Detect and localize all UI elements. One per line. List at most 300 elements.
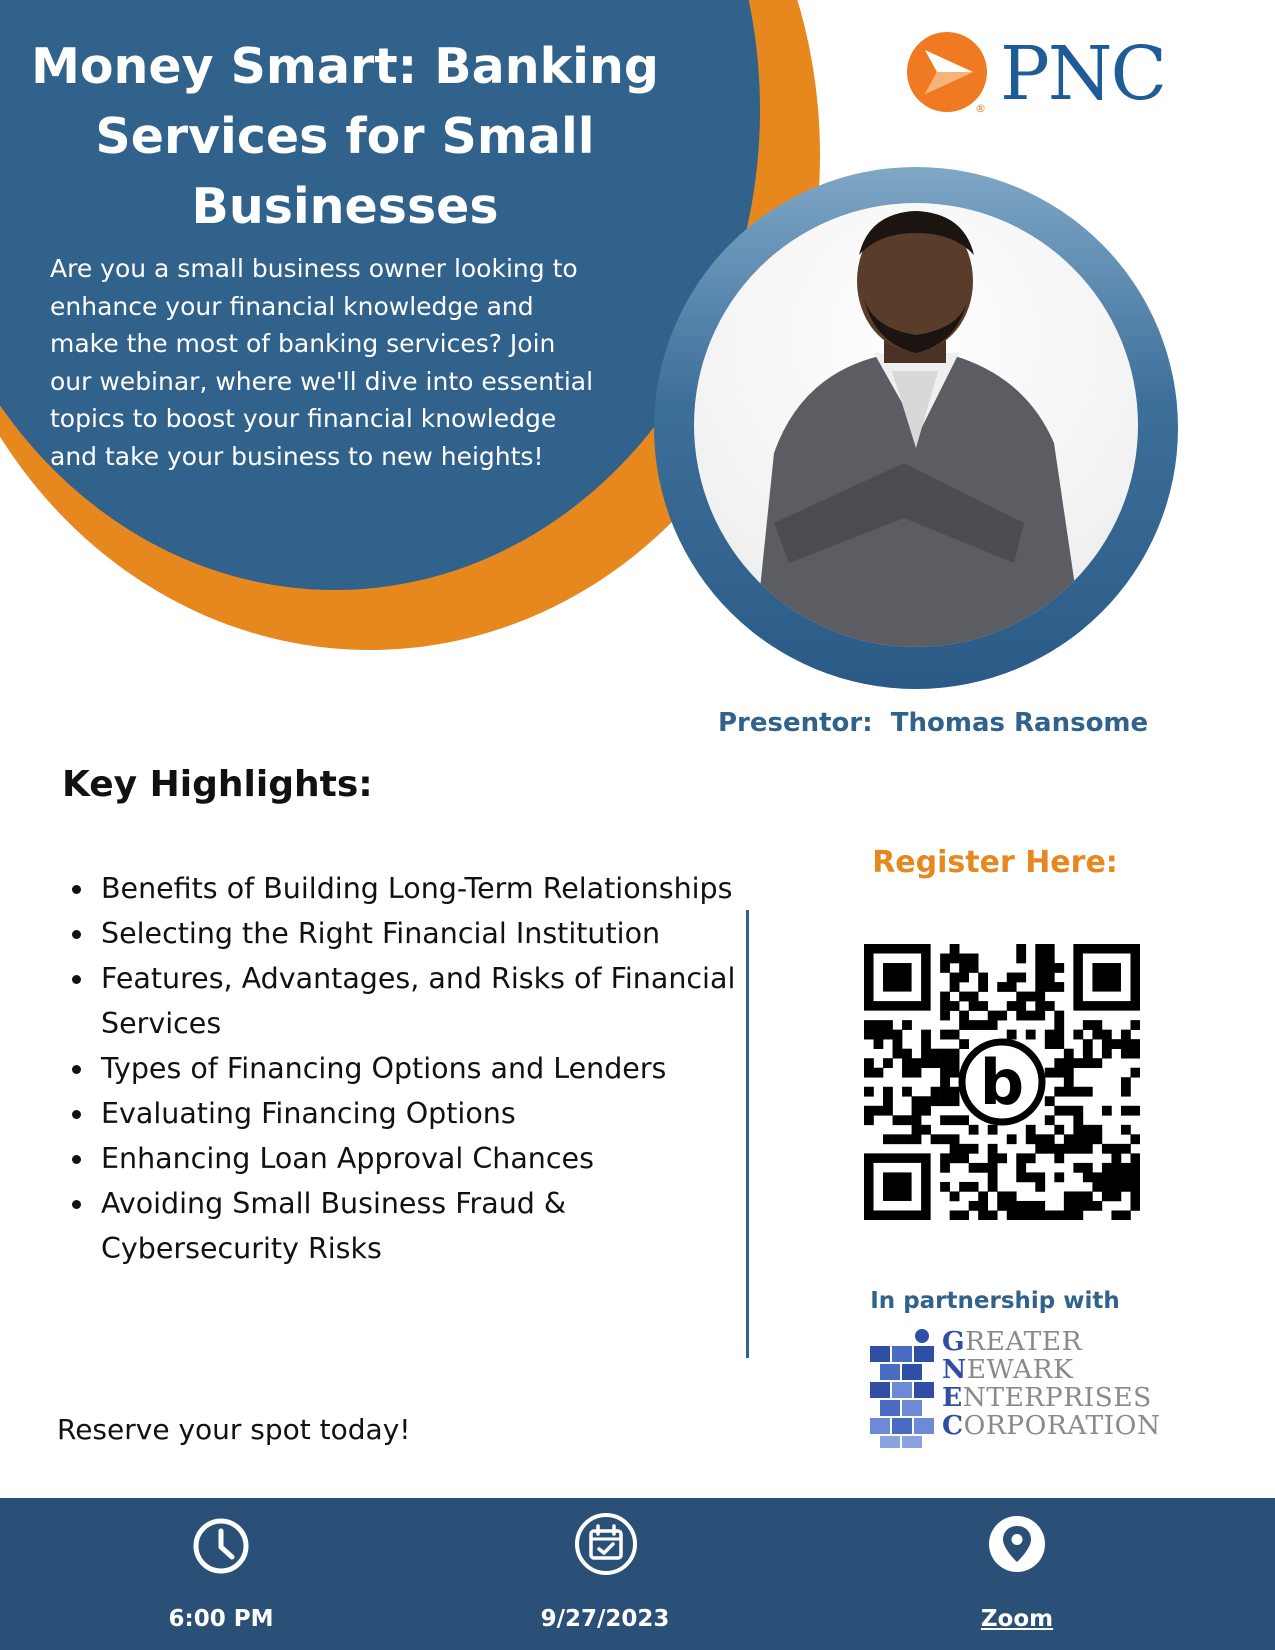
- qr-module: [1102, 1030, 1112, 1040]
- qr-module: [1045, 944, 1055, 954]
- qr-module: [1111, 1191, 1121, 1201]
- qr-module: [950, 982, 960, 992]
- list-item: Types of Financing Options and Lenders: [68, 1046, 748, 1091]
- qr-module: [1026, 1125, 1036, 1135]
- qr-module: [874, 1030, 884, 1040]
- qr-module: [1064, 1087, 1074, 1097]
- qr-module: [1035, 973, 1045, 983]
- list-item: Benefits of Building Long-Term Relationships: [68, 866, 748, 911]
- qr-module: [1016, 992, 1026, 1002]
- qr-module: [1054, 1011, 1064, 1021]
- qr-module: [969, 1182, 979, 1192]
- intro-paragraph: [50, 250, 670, 475]
- qr-module: [1064, 1210, 1074, 1220]
- qr-module: [1026, 1210, 1036, 1220]
- qr-module: [1083, 1125, 1093, 1135]
- qr-module: [1054, 1058, 1064, 1068]
- qr-module: [1092, 963, 1121, 992]
- qr-module: [1026, 1011, 1036, 1021]
- qr-module: [1007, 982, 1017, 992]
- qr-module: [969, 1020, 979, 1030]
- intro-line: Are you a small business owner looking to: [50, 254, 578, 283]
- qr-module: [1054, 1068, 1064, 1078]
- qr-module: [883, 1134, 893, 1144]
- qr-module: [902, 1020, 912, 1030]
- time-block: [91, 1498, 351, 1650]
- qr-module: [1102, 1182, 1112, 1192]
- qr-module: [978, 1163, 988, 1173]
- qr-module: [1045, 1039, 1055, 1049]
- qr-module: [1102, 1106, 1112, 1116]
- qr-module: [950, 954, 960, 964]
- qr-module: [1083, 1134, 1093, 1144]
- qr-module: [921, 1058, 931, 1068]
- qr-module: [874, 1106, 884, 1116]
- qr-module: [893, 1030, 903, 1040]
- qr-module: [988, 1182, 998, 1192]
- qr-module: [1130, 1153, 1140, 1163]
- qr-module: [1054, 1144, 1064, 1154]
- qr-module: [940, 1096, 950, 1106]
- event-date: 9/27/2023: [540, 1606, 670, 1632]
- intro-line: enhance your financial knowledge and: [50, 291, 534, 321]
- registered-mark: ®: [975, 102, 986, 115]
- partnership-label: In partnership with: [870, 1288, 1120, 1314]
- qr-module: [959, 1182, 969, 1192]
- qr-module: [1035, 1134, 1045, 1144]
- qr-module: [1035, 992, 1045, 1002]
- qr-module: [969, 1144, 979, 1154]
- qr-module: [940, 1077, 950, 1087]
- qr-module: [950, 1210, 960, 1220]
- qr-module: [1092, 1058, 1102, 1068]
- qr-module: [1016, 944, 1026, 954]
- qr-module: [1054, 1020, 1064, 1030]
- qr-module: [969, 1163, 979, 1173]
- qr-module: [921, 1049, 931, 1059]
- gnec-word: NTERPRISES: [962, 1382, 1152, 1413]
- qr-module: [988, 1144, 998, 1154]
- qr-module: [902, 1068, 912, 1078]
- qr-module: [1130, 1106, 1140, 1116]
- qr-module: [1064, 1049, 1074, 1059]
- qr-module: [1130, 1172, 1140, 1182]
- qr-module: [950, 1096, 960, 1106]
- qr-module: [978, 982, 988, 992]
- registration-qr-code[interactable]: [864, 944, 1140, 1220]
- intro-line: our webinar, where we'll dive into essential: [50, 366, 594, 396]
- qr-module: [1073, 1125, 1083, 1135]
- list-item: Avoiding Small Business Fraud & Cybersecurity Risks: [68, 1181, 748, 1271]
- qr-module: [978, 1020, 988, 1030]
- qr-module: [912, 1106, 922, 1116]
- qr-module: [959, 973, 969, 983]
- qr-module: [997, 1153, 1007, 1163]
- qr-module: [1035, 1172, 1045, 1182]
- qr-module: [1035, 1144, 1045, 1154]
- qr-module: [969, 1125, 979, 1135]
- qr-module: [1007, 1201, 1017, 1211]
- qr-module: [1054, 1106, 1064, 1116]
- gnec-word: EWARK: [966, 1354, 1074, 1385]
- qr-module: [1121, 1049, 1131, 1059]
- qr-module: [1045, 1134, 1055, 1144]
- vertical-divider: [746, 910, 749, 1358]
- qr-module: [1007, 1210, 1017, 1220]
- qr-module: [1083, 1020, 1093, 1030]
- qr-module: [864, 1106, 874, 1116]
- qr-module: [1035, 1210, 1045, 1220]
- qr-module: [1092, 1172, 1102, 1182]
- qr-module: [883, 1030, 893, 1040]
- qr-module: [959, 1020, 969, 1030]
- qr-module: [921, 1039, 931, 1049]
- qr-module: [1121, 1087, 1131, 1097]
- qr-module: [893, 1039, 903, 1049]
- qr-module: [1130, 1049, 1140, 1059]
- qr-module: [902, 1049, 912, 1059]
- qr-module: [1035, 1011, 1045, 1021]
- qr-module: [1016, 1001, 1026, 1011]
- qr-module: [1130, 1191, 1140, 1201]
- qr-module: [912, 1115, 922, 1125]
- presenter-label: Presentor: Thomas Ransome: [718, 708, 1149, 738]
- qr-module: [997, 1201, 1007, 1211]
- presenter-illustration: [694, 203, 1138, 647]
- qr-module: [1026, 1134, 1036, 1144]
- list-item: Enhancing Loan Approval Chances: [68, 1136, 748, 1181]
- qr-module: [1054, 1125, 1064, 1135]
- highlights-list: [68, 866, 748, 1271]
- qr-module: [997, 1011, 1007, 1021]
- qr-module: [950, 1087, 960, 1097]
- qr-module: [883, 1106, 893, 1116]
- qr-module: [1054, 1030, 1064, 1040]
- qr-module: [1130, 1182, 1140, 1192]
- qr-module: [1064, 1077, 1074, 1087]
- qr-module: [940, 954, 950, 964]
- qr-module: [1130, 1039, 1140, 1049]
- qr-module: [1073, 1144, 1083, 1154]
- qr-module: [950, 1001, 960, 1011]
- gnec-wordmark: [942, 1328, 1161, 1440]
- qr-module: [1130, 1068, 1140, 1078]
- qr-module: [893, 1134, 903, 1144]
- qr-module: [959, 1115, 969, 1125]
- qr-module: [1064, 1106, 1074, 1116]
- qr-module: [1092, 1125, 1102, 1135]
- qr-module: [978, 1201, 988, 1211]
- qr-module: [1045, 1001, 1055, 1011]
- qr-module: [864, 1115, 874, 1125]
- qr-module: [950, 973, 960, 983]
- qr-module: [1083, 1172, 1093, 1182]
- qr-module: [940, 992, 950, 1002]
- qr-module: [1102, 1144, 1112, 1154]
- qr-module: [978, 1191, 988, 1201]
- qr-module: [1064, 1191, 1074, 1201]
- qr-module: [950, 1144, 960, 1154]
- qr-module: [959, 992, 969, 1002]
- qr-module: [950, 1191, 960, 1201]
- qr-module: [1083, 1039, 1093, 1049]
- qr-module: [874, 1039, 884, 1049]
- qr-module: [1016, 954, 1026, 964]
- qr-module: [950, 1030, 960, 1040]
- qr-module: [940, 1115, 950, 1125]
- qr-module: [1083, 1144, 1093, 1154]
- qr-module: [1073, 1201, 1083, 1211]
- qr-module: [959, 963, 969, 973]
- qr-module: [912, 1125, 922, 1135]
- qr-module: [988, 1172, 998, 1182]
- qr-module: [1121, 1163, 1131, 1173]
- event-time: 6:00 PM: [168, 1606, 274, 1632]
- gnec-initial: G: [942, 1326, 966, 1357]
- qr-module: [864, 1068, 874, 1078]
- qr-module: [1092, 1134, 1102, 1144]
- qr-module: [1121, 1125, 1131, 1135]
- pnc-wordmark: PNC: [1000, 31, 1166, 117]
- qr-module: [940, 1011, 950, 1021]
- qr-module: [1111, 1153, 1121, 1163]
- list-item: Selecting the Right Financial Institution: [68, 911, 748, 956]
- qr-module: [1130, 1201, 1140, 1211]
- qr-module: [1073, 1134, 1083, 1144]
- qr-module: [1083, 1058, 1093, 1068]
- qr-module: [997, 982, 1007, 992]
- qr-module: [1111, 1172, 1121, 1182]
- qr-module: [1035, 963, 1045, 973]
- qr-module: [912, 1058, 922, 1068]
- qr-module: [1102, 1049, 1112, 1059]
- qr-module: [1035, 944, 1045, 954]
- qr-module: [1083, 1087, 1093, 1097]
- qr-module: [969, 963, 979, 973]
- qr-module: [1035, 1182, 1045, 1192]
- qr-module: [1064, 1201, 1074, 1211]
- qr-module: [893, 1049, 903, 1059]
- qr-module: [1064, 1068, 1074, 1078]
- list-item: Features, Advantages, and Risks of Financial Services: [68, 956, 748, 1046]
- reserve-cta: Reserve your spot today!: [57, 1413, 411, 1446]
- qr-module: [940, 963, 950, 973]
- qr-module: [978, 1210, 988, 1220]
- qr-module: [940, 1163, 950, 1173]
- qr-module: [864, 1030, 874, 1040]
- qr-module: [950, 1068, 960, 1078]
- qr-module: [1111, 1039, 1121, 1049]
- qr-module: [912, 1134, 922, 1144]
- qr-module: [912, 1068, 922, 1078]
- qr-module: [1035, 954, 1045, 964]
- qr-module: [931, 1096, 941, 1106]
- qr-module: [1130, 1020, 1140, 1030]
- qr-module: [921, 1030, 931, 1040]
- qr-module: [969, 954, 979, 964]
- qr-module: [978, 973, 988, 983]
- qr-module: [988, 1125, 998, 1135]
- qr-module: [988, 1210, 998, 1220]
- gnec-word: ORPORATION: [963, 1410, 1161, 1441]
- qr-module: [1130, 1163, 1140, 1173]
- qr-module: [1121, 1172, 1131, 1182]
- qr-module: [1121, 1144, 1131, 1154]
- qr-module: [1111, 1210, 1121, 1220]
- qr-module: [1054, 1172, 1064, 1182]
- qr-module: [883, 1087, 893, 1097]
- location-link[interactable]: Zoom: [980, 1606, 1054, 1632]
- qr-module: [1092, 1182, 1102, 1192]
- qr-module: [1026, 1153, 1036, 1163]
- qr-module: [1045, 1096, 1055, 1106]
- qr-module: [1111, 1144, 1121, 1154]
- qr-module: [921, 1106, 931, 1116]
- qr-module: [1054, 1039, 1064, 1049]
- qr-module: [1045, 963, 1055, 973]
- title-line: Money Smart: Banking: [31, 38, 659, 95]
- qr-module: [1045, 1144, 1055, 1154]
- title-line: Businesses: [191, 178, 499, 235]
- qr-module: [1073, 1191, 1083, 1201]
- qr-module: [1026, 1201, 1036, 1211]
- qr-module: [1016, 1153, 1026, 1163]
- qr-module: [988, 1011, 998, 1021]
- qr-module: [1007, 1191, 1017, 1201]
- qr-module: [1054, 982, 1064, 992]
- gnec-initial: C: [942, 1410, 964, 1441]
- intro-line: and take your business to new heights!: [50, 441, 544, 471]
- map-pin-icon: [987, 1514, 1047, 1574]
- qr-module: [864, 1058, 874, 1068]
- qr-module: [1111, 1163, 1121, 1173]
- qr-module: [959, 1144, 969, 1154]
- intro-line: topics to boost your financial knowledge: [50, 404, 557, 433]
- qr-module: [1016, 1163, 1026, 1173]
- qr-module: [959, 1210, 969, 1220]
- qr-module: [1073, 1210, 1083, 1220]
- qr-module: [1026, 992, 1036, 1002]
- qr-module: [1130, 1134, 1140, 1144]
- qr-module: [1016, 1201, 1026, 1211]
- page-title: [20, 32, 670, 242]
- qr-module: [940, 1134, 950, 1144]
- qr-module: [1026, 1172, 1036, 1182]
- pnc-logo: [905, 30, 1195, 120]
- qr-module: [893, 1115, 903, 1125]
- qr-module: [883, 1096, 893, 1106]
- qr-module: [1054, 1210, 1064, 1220]
- qr-module: [1054, 1087, 1064, 1097]
- qr-module: [1073, 1106, 1083, 1116]
- qr-module: [864, 1087, 874, 1097]
- qr-module: [921, 1096, 931, 1106]
- qr-module: [940, 1087, 950, 1097]
- qr-module: [1016, 1011, 1026, 1021]
- qr-module: [1092, 1020, 1102, 1030]
- qr-module: [883, 1172, 912, 1201]
- qr-module: [950, 944, 960, 954]
- qr-module: [940, 1153, 950, 1163]
- qr-module: [1064, 1058, 1074, 1068]
- qr-module: [1064, 1144, 1074, 1154]
- event-details-footer: [0, 1498, 1275, 1650]
- qr-module: [1007, 1134, 1017, 1144]
- qr-module: [874, 1068, 884, 1078]
- gnec-initial: N: [942, 1354, 967, 1385]
- qr-module: [1045, 954, 1055, 964]
- qr-module: [1102, 1172, 1112, 1182]
- qr-module: [931, 1058, 941, 1068]
- qr-module: [969, 1201, 979, 1211]
- qr-module: [1035, 1001, 1045, 1011]
- qr-module: [959, 954, 969, 964]
- qr-module: [1016, 1210, 1026, 1220]
- qr-module: [921, 1125, 931, 1135]
- qr-module: [940, 1058, 950, 1068]
- qr-module: [978, 1001, 988, 1011]
- title-line: Services for Small: [95, 108, 595, 165]
- qr-module: [902, 1134, 912, 1144]
- qr-module: [1045, 982, 1055, 992]
- qr-module: [1121, 1039, 1131, 1049]
- calendar-check-icon: [574, 1512, 638, 1576]
- qr-module: [1102, 1191, 1112, 1201]
- clock-icon: [191, 1516, 251, 1576]
- qr-module: [1102, 1163, 1112, 1173]
- key-highlights-heading: Key Highlights:: [62, 764, 373, 805]
- qr-module: [1045, 1210, 1055, 1220]
- qr-module: [1102, 1039, 1112, 1049]
- qr-module: [959, 1039, 969, 1049]
- qr-module: [969, 992, 979, 1002]
- qr-module: [1073, 1163, 1083, 1173]
- qr-module: [959, 1153, 969, 1163]
- qr-module: [1092, 1030, 1102, 1040]
- qr-module: [1083, 1049, 1093, 1059]
- qr-module: [969, 1001, 979, 1011]
- qr-module: [1064, 1134, 1074, 1144]
- qr-module: [902, 1058, 912, 1068]
- qr-module: [1083, 1191, 1093, 1201]
- register-heading: Register Here:: [872, 845, 1118, 880]
- qr-module: [931, 1134, 941, 1144]
- qr-module: [1016, 1172, 1026, 1182]
- qr-module: [902, 1115, 912, 1125]
- qr-module: [1007, 1030, 1017, 1040]
- qr-module: [950, 1134, 960, 1144]
- qr-module: [874, 1020, 884, 1030]
- qr-module: [1054, 963, 1064, 973]
- qr-module: [931, 1087, 941, 1097]
- gnec-word: REATER: [965, 1326, 1083, 1357]
- qr-module: [1121, 1030, 1131, 1040]
- qr-module: [1083, 1163, 1093, 1173]
- qr-module: [940, 1049, 950, 1059]
- qr-module: [1045, 1030, 1055, 1040]
- qr-module: [902, 1087, 912, 1097]
- qr-module: [1073, 1058, 1083, 1068]
- qr-module: [1007, 1001, 1017, 1011]
- qr-module: [940, 1068, 950, 1078]
- qr-module: [883, 1020, 893, 1030]
- qr-module: [864, 1020, 874, 1030]
- presenter-photo: [694, 203, 1138, 647]
- qr-module: [931, 1049, 941, 1059]
- qr-module: [1045, 973, 1055, 983]
- qr-module: [988, 1153, 998, 1163]
- qr-module: [1111, 1182, 1121, 1192]
